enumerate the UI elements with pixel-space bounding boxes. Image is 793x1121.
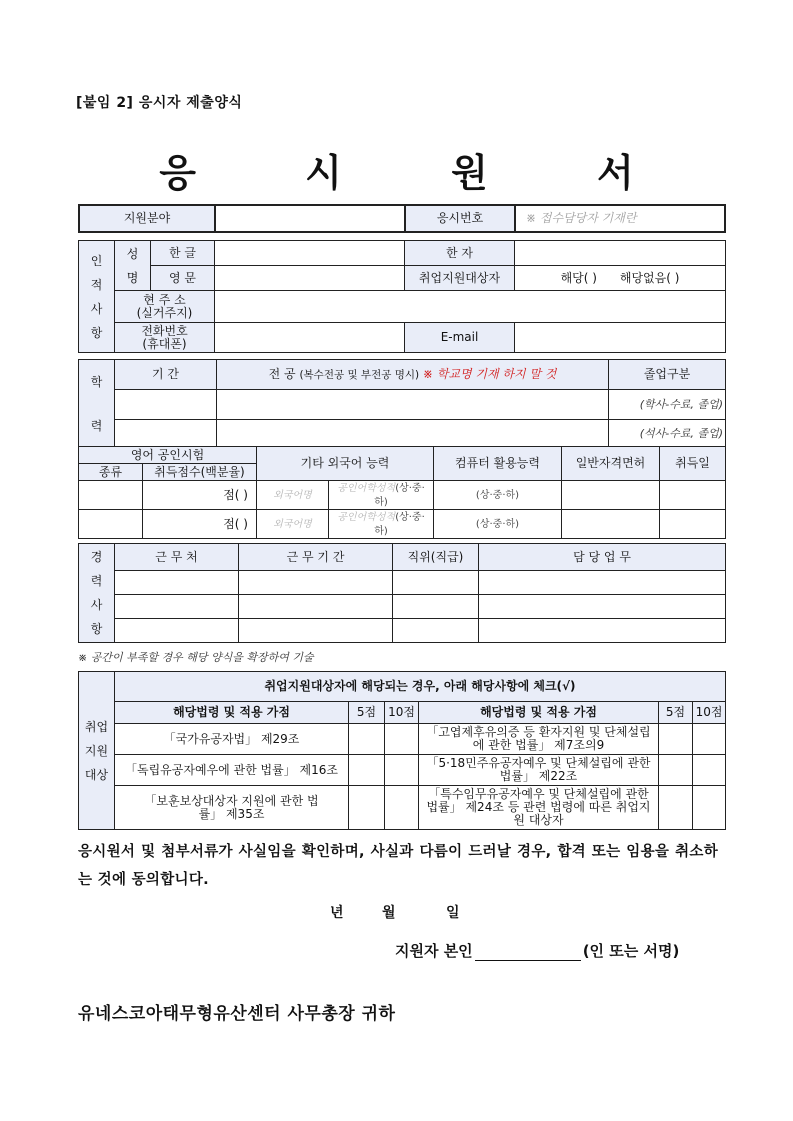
level-option: (상·중·하): [374, 483, 425, 508]
phone-label: [115, 323, 215, 353]
points-10-check[interactable]: [385, 755, 419, 786]
duty-input[interactable]: [479, 619, 726, 643]
name-char: 명: [126, 270, 139, 285]
attachment-label: [붙임 2] 응시자 제출양식: [76, 95, 243, 111]
test-type-input[interactable]: [79, 481, 143, 510]
signature-line: [395, 940, 679, 961]
test-score-input[interactable]: 점( ): [143, 481, 257, 510]
section-char: 사: [90, 598, 103, 612]
workplace-label: 근 무 처: [115, 544, 239, 571]
test-score-label: 취득점수(백분율): [143, 464, 257, 481]
support-target-choice[interactable]: [515, 266, 726, 291]
korean-name-label: 한 글: [151, 241, 215, 266]
language-name-placeholder: 외국어명: [273, 490, 312, 501]
education-section-label: [79, 360, 115, 449]
acquired-date-input[interactable]: [660, 481, 726, 510]
work-period-label: 근 무 기 간: [239, 544, 393, 571]
phone-label-line: 전화번호: [141, 323, 188, 338]
law-label: 해당법령 및 적용 가점: [419, 702, 659, 724]
points-10-check[interactable]: [385, 786, 419, 830]
points-10-check[interactable]: [385, 724, 419, 755]
law-item: 「국가유공자법」 제29조: [115, 724, 349, 755]
law-item: 「5·18민주유공자예우 및 단체설립에 관한 법률」 제22조: [419, 755, 659, 786]
points-5-check[interactable]: [659, 724, 693, 755]
number-placeholder: ※ 접수담당자 기재란: [526, 211, 637, 225]
section-char: 력: [90, 419, 103, 433]
english-test-label: 영어 공인시험: [79, 447, 257, 464]
law-label: 해당법령 및 적용 가점: [115, 702, 349, 724]
computer-skill-label: 컴퓨터 활용능력: [434, 447, 562, 481]
graduation-status-text: (학사-수료, 졸업): [639, 398, 723, 412]
license-input[interactable]: [562, 481, 660, 510]
section-word: 취업: [84, 719, 109, 734]
acquired-date-input[interactable]: [660, 510, 726, 539]
name-label: [115, 241, 151, 291]
application-field-table: [78, 204, 726, 233]
number-label: 응시번호: [405, 205, 515, 232]
major-input[interactable]: [217, 390, 609, 419]
page-title: 응 시 원 서: [159, 151, 682, 195]
work-period-input[interactable]: [239, 571, 393, 595]
support-no[interactable]: 해당없음( ): [619, 270, 680, 285]
email-input[interactable]: [515, 323, 726, 353]
position-input[interactable]: [393, 619, 479, 643]
section-char: 학: [90, 375, 103, 389]
space-note: ※ 공간이 부족할 경우 해당 양식을 확장하여 기술: [78, 651, 314, 664]
graduation-status[interactable]: [609, 390, 726, 419]
major-header: [217, 360, 609, 390]
section-word: 대상: [84, 767, 109, 782]
test-type-label: 종류: [79, 464, 143, 481]
work-period-input[interactable]: [239, 619, 393, 643]
points-5-check[interactable]: [659, 755, 693, 786]
test-score-input[interactable]: 점( ): [143, 510, 257, 539]
address-label-line: 현 주 소: [143, 292, 186, 307]
phone-input[interactable]: [215, 323, 405, 353]
position-input[interactable]: [393, 571, 479, 595]
signature-suffix: (인 또는 서명): [582, 942, 680, 960]
language-score-input[interactable]: [329, 481, 434, 510]
graduation-status[interactable]: [609, 419, 726, 448]
duty-label: 담 당 업 무: [479, 544, 726, 571]
section-char: 적: [90, 277, 103, 292]
personal-info-table: [78, 240, 726, 353]
acquired-date-label: 취득일: [660, 447, 726, 481]
support-target-label: 취업지원대상자: [405, 266, 515, 291]
position-input[interactable]: [393, 595, 479, 619]
education-table: [78, 359, 726, 449]
recipient: 유네스코아태무형유산센터 사무총장 귀하: [78, 1004, 396, 1024]
computer-skill-input[interactable]: [434, 510, 562, 539]
points-5-label: 5점: [349, 702, 385, 724]
hanja-name-label: 한 자: [405, 241, 515, 266]
date-day: 일: [446, 905, 460, 921]
section-word: 지원: [84, 743, 109, 758]
license-input[interactable]: [562, 510, 660, 539]
major-warning: ※ 학교명 기재 하지 말 것: [422, 366, 557, 381]
points-10-check[interactable]: [693, 786, 726, 830]
date-year: 년: [330, 905, 344, 921]
date-month: 월: [382, 905, 396, 921]
section-char: 력: [90, 574, 103, 588]
veteran-header: 취업지원대상자에 해당되는 경우, 아래 해당사항에 체크(√): [115, 672, 726, 702]
points-5-label: 5점: [659, 702, 693, 724]
field-input[interactable]: [215, 205, 405, 232]
points-5-check[interactable]: [349, 786, 385, 830]
level-option: (상·중·하): [475, 519, 520, 530]
major-label: 전 공: [268, 366, 296, 381]
level-option: (상·중·하): [475, 490, 520, 501]
section-char: 인: [90, 253, 103, 268]
duty-input[interactable]: [479, 595, 726, 619]
workplace-input[interactable]: [115, 595, 239, 619]
law-item: 「독립유공자예우에 관한 법률」 제16조: [115, 755, 349, 786]
points-5-check[interactable]: [349, 755, 385, 786]
section-char: 경: [90, 550, 103, 564]
major-hint: (복수전공 및 부전공 명시): [299, 368, 420, 381]
points-5-check[interactable]: [659, 786, 693, 830]
address-input[interactable]: [215, 291, 726, 323]
workplace-input[interactable]: [115, 619, 239, 643]
graduation-label: 졸업구분: [609, 360, 726, 390]
points-10-label: 10점: [385, 702, 419, 724]
field-label: 지원분야: [79, 205, 215, 232]
veteran-support-table: [78, 671, 726, 830]
period-label: 기 간: [115, 360, 217, 390]
veteran-section-label: [79, 672, 115, 830]
english-name-label: 영 문: [151, 266, 215, 291]
graduation-status-text: (석사-수료, 졸업): [639, 427, 723, 441]
consent-statement: 응시원서 및 첨부서류가 사실임을 확인하며, 사실과 다름이 드러날 경우, 합격 또는 임용을 취소하는 것에 동의합니다.: [78, 844, 718, 888]
level-option: (상·중·하): [374, 512, 425, 537]
points-10-check[interactable]: [693, 755, 726, 786]
name-char: 성: [126, 246, 139, 261]
hanja-name-input[interactable]: [515, 241, 726, 266]
language-score-input[interactable]: [329, 510, 434, 539]
section-char: 항: [90, 622, 103, 636]
address-label: [115, 291, 215, 323]
language-name-input[interactable]: [257, 510, 329, 539]
section-char: 항: [90, 325, 103, 340]
support-yes[interactable]: 해당( ): [560, 270, 597, 285]
number-input[interactable]: [515, 205, 725, 232]
phone-label-line: (휴대폰): [142, 336, 187, 351]
position-label: 직위(직급): [393, 544, 479, 571]
section-char: 사: [90, 301, 103, 316]
work-period-input[interactable]: [239, 595, 393, 619]
license-label: 일반자격면허: [562, 447, 660, 481]
law-item: 「특수임무유공자예우 및 단체설립에 관한 법률」 제24조 등 관련 법령에 따른 취업지원 대상자: [419, 786, 659, 830]
workplace-input[interactable]: [115, 571, 239, 595]
period-input[interactable]: [115, 419, 217, 448]
period-input[interactable]: [115, 390, 217, 419]
other-language-label: 기타 외국어 능력: [257, 447, 434, 481]
major-input[interactable]: [217, 419, 609, 448]
career-section-label: [79, 544, 115, 643]
points-10-check[interactable]: [693, 724, 726, 755]
personal-section-label: [79, 241, 115, 353]
language-name-input[interactable]: [257, 481, 329, 510]
email-label: E-mail: [405, 323, 515, 353]
signature-label: 지원자 본인: [395, 942, 473, 960]
law-item: 「고엽제후유의증 등 환자지원 및 단체설립에 관한 법률」 제7조의9: [419, 724, 659, 755]
points-10-label: 10점: [693, 702, 726, 724]
language-score-placeholder: 공인어학성적: [337, 512, 396, 523]
address-label-line: (실거주지): [136, 305, 193, 320]
language-score-placeholder: 공인어학성적: [337, 483, 396, 494]
computer-skill-input[interactable]: [434, 481, 562, 510]
test-type-input[interactable]: [79, 510, 143, 539]
career-table: [78, 543, 726, 643]
language-name-placeholder: 외국어명: [273, 519, 312, 530]
signature-field[interactable]: [475, 946, 581, 961]
english-name-input[interactable]: [215, 266, 405, 291]
skills-table: [78, 446, 726, 539]
duty-input[interactable]: [479, 571, 726, 595]
korean-name-input[interactable]: [215, 241, 405, 266]
points-5-check[interactable]: [349, 724, 385, 755]
law-item: 「보훈보상대상자 지원에 관한 법률」 제35조: [115, 786, 349, 830]
